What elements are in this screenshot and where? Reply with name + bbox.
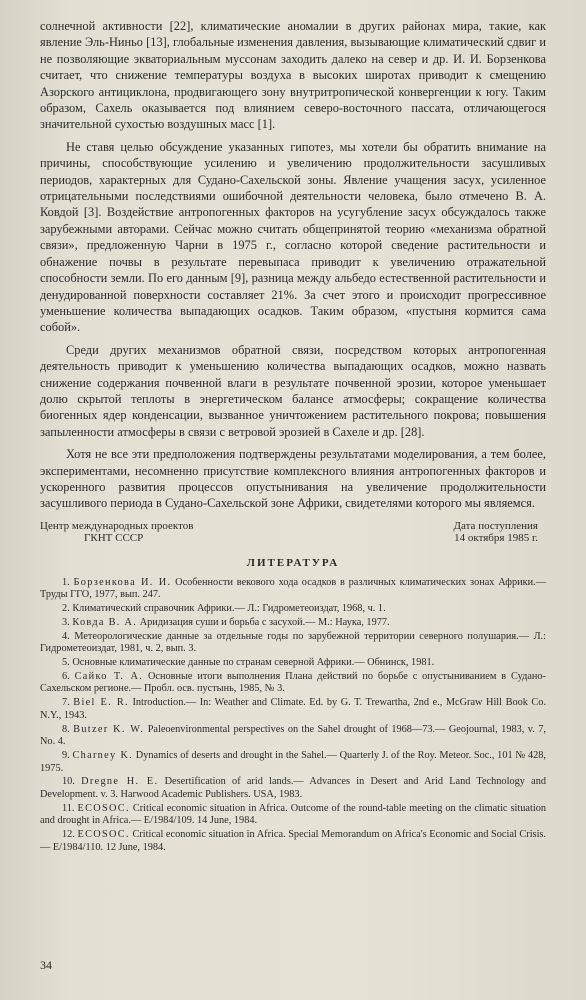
reference-text: Desertification of arid lands.— Advances in Desert and Arid Land Technology and Development. v. 3. Harwood Academic Publishers. USA, 1983. — [40, 776, 546, 801]
reference-text: Introduction.— In: Weather and Climate. Ed. by G. T. Trewartha, 2nd e., McGraw Hill Book Co. N.Y., 1943. — [40, 697, 547, 721]
reference-text: Климатический справочник Африки.— Л.: Гидрометеоиздат, 1968, ч. 1. — [72, 603, 386, 615]
reference-author: Борзенкова И. И. — [73, 576, 172, 588]
paragraph-3: Среди других механизмов обратной связи, посредством которых антропогенная деятельность приводит к уменьшению количества выпадающих осадков, можно назвать снижение содержания почвенной влаги в результате почвенной эрозии, которое уменьшает долю скрытой теплоты в энергетическом балансе атмосферы; сокращение количества биогенных ядер конденсации, вызванное уничтожением растительного покрова; повышения запыленности атмосферы в связи с ветровой эрозией в Сахеле и др. [28]. — [40, 342, 546, 439]
reference-number: 12. — [62, 829, 75, 841]
reference-item — [40, 631, 546, 656]
received-info — [454, 520, 546, 545]
reference-text: Особенности векового хода осадков в различных климатических зонах Африки.— Труды ГГО, 1977, вып. 247. — [40, 576, 546, 601]
paragraph-1: солнечной активности [22], климатические аномалии в других районах мира, такие, как явление Эль-Ниньо [13], глобальные изменения давления, вызывающие климатический сдвиг и не позволяющие экваториальным муссонам заходить далеко на север и др. И. И. Борзенкова считает, что снижение температуры воздуха в высоких широтах приводит к смещению Азорского антициклона, продвигающего зону внутритропической конвергенции к югу. Таким образом, Сахель оказывается под влиянием северо-восточного пассата, отличающегося значительной сухостью воздушных масс [1]. — [40, 19, 546, 132]
paragraph-2: Не ставя целью обсуждение указанных гипотез, мы хотели бы обратить внимание на причины, способствующие усилению и увеличению продолжительности засушливых периодов, характерных для Судано-Сахельской зоны. Явление учащения засух, усиленное отрицательными последствиями ошибочной деятельности человека, было отмечено В. А. Ковдой [3]. Воздействие антропогенных факторов на усугубление засух обсуждалось также зарубежными авторами. Сейчас можно считать общепринятой теорию «механизма обратной связи», предложенную Чарни в 1975 г., согласно которой сведение растительности и обнажение почвы в результате перевыпаса приводит к увеличению отражательной способности земли. По его данным [9], разница между альбедо естественной растительности и денудированной поверхности составляет 21%. За счет этого и происходит прогрессивное уменьшение количества выпадающих осадков. Таким образом, «пустыня кормится сама собой». — [40, 139, 546, 335]
reference-item — [40, 697, 546, 722]
page-number: 34 — [40, 958, 52, 972]
reference-text: Основные итоги выполнения Плана действий по борьбе с опустыниванием в Судано-Сахельском регионе.— Пробл. осв. пустынь, 1985, № 3. — [40, 670, 546, 695]
reference-number: 9. — [62, 749, 70, 761]
reference-item — [40, 724, 546, 749]
reference-item — [40, 829, 546, 854]
reference-number: 11. — [62, 802, 75, 814]
reference-number: 5. — [62, 657, 70, 668]
article-meta — [40, 520, 546, 545]
reference-item — [40, 750, 546, 775]
reference-number: 10. — [62, 776, 75, 788]
reference-item — [40, 803, 546, 828]
reference-item — [40, 671, 546, 696]
reference-author: Charney K. — [72, 749, 134, 761]
reference-item — [40, 657, 546, 670]
received-date: 14 октября 1985 г. — [454, 532, 538, 545]
reference-item — [40, 577, 546, 602]
reference-number: 3. — [62, 616, 70, 628]
reference-number: 6. — [62, 670, 70, 682]
reference-text: Аридизация суши и борьба с засухой.— М.: Наука, 1977. — [139, 616, 390, 628]
reference-author: ECOSOC. — [77, 802, 130, 814]
reference-number: 7. — [62, 697, 70, 709]
reference-number: 4. — [62, 630, 70, 642]
reference-text: Critical economic situation in Africa. Special Memorandum on Africa's Economic and Social Crisis.— E/1984/110. 12 June, 1984. — [40, 829, 547, 853]
reference-item — [40, 617, 546, 630]
reference-author: Ковда В. А. — [72, 616, 138, 628]
reference-text: Метеорологические данные за отдельные годы по зарубежной территории северного полушария.— Л.: Гидрометеоиздат, 1981, ч. 2, вып. 3. — [40, 630, 546, 655]
reference-number: 1. — [62, 576, 70, 588]
reference-author: Dregne H. E. — [81, 776, 159, 788]
reference-text: Dynamics of deserts and drought in the Sahel.— Quarterly J. of the Roy. Meteor. Soc., 101 № 428, 1975. — [40, 749, 547, 774]
reference-author: Сайко Т. А. — [74, 670, 144, 682]
reference-item — [40, 603, 546, 616]
reference-number: 8. — [62, 723, 70, 735]
reference-text: Paleoenvironmental perspectives on the Sahel drought of 1968—73.— Geojournal, 1983, v. 7, No. 4. — [40, 723, 546, 748]
reference-author: Butzer K. W. — [73, 723, 145, 735]
reference-author: Biel E. R. — [73, 697, 129, 709]
paragraph-4: Хотя не все эти предположения подтверждены результатами моделирования, а тем более, экспериментами, несомненно присутствие комплексного влияния антропогенных факторов и ускоренного развития процессов опустынивания на увеличение продолжительности засушливого периода в Судано-Сахельской зоне Африки, свидетелями которого мы являемся. — [40, 447, 546, 511]
institution-line-2: ГКНТ СССР — [84, 532, 144, 545]
article-body — [40, 18, 546, 512]
reference-author: ECOSOC. — [77, 829, 130, 841]
received-label: Дата поступления — [453, 519, 538, 532]
references-list — [40, 577, 546, 855]
reference-item — [40, 776, 546, 801]
reference-text: Critical economic situation in Africa. Outcome of the round-table meeting on the climatic situation and drought in Africa.— E/1984/109. 14 June, 1984. — [40, 802, 546, 827]
references-heading: ЛИТЕРАТУРА — [246, 556, 340, 569]
reference-number: 2. — [62, 603, 70, 615]
reference-text: Основные климатические данные по странам северной Африки.— Обнинск, 1981. — [72, 657, 435, 668]
institution-line-1: Центр международных проектов — [40, 519, 194, 532]
institution — [40, 520, 193, 545]
